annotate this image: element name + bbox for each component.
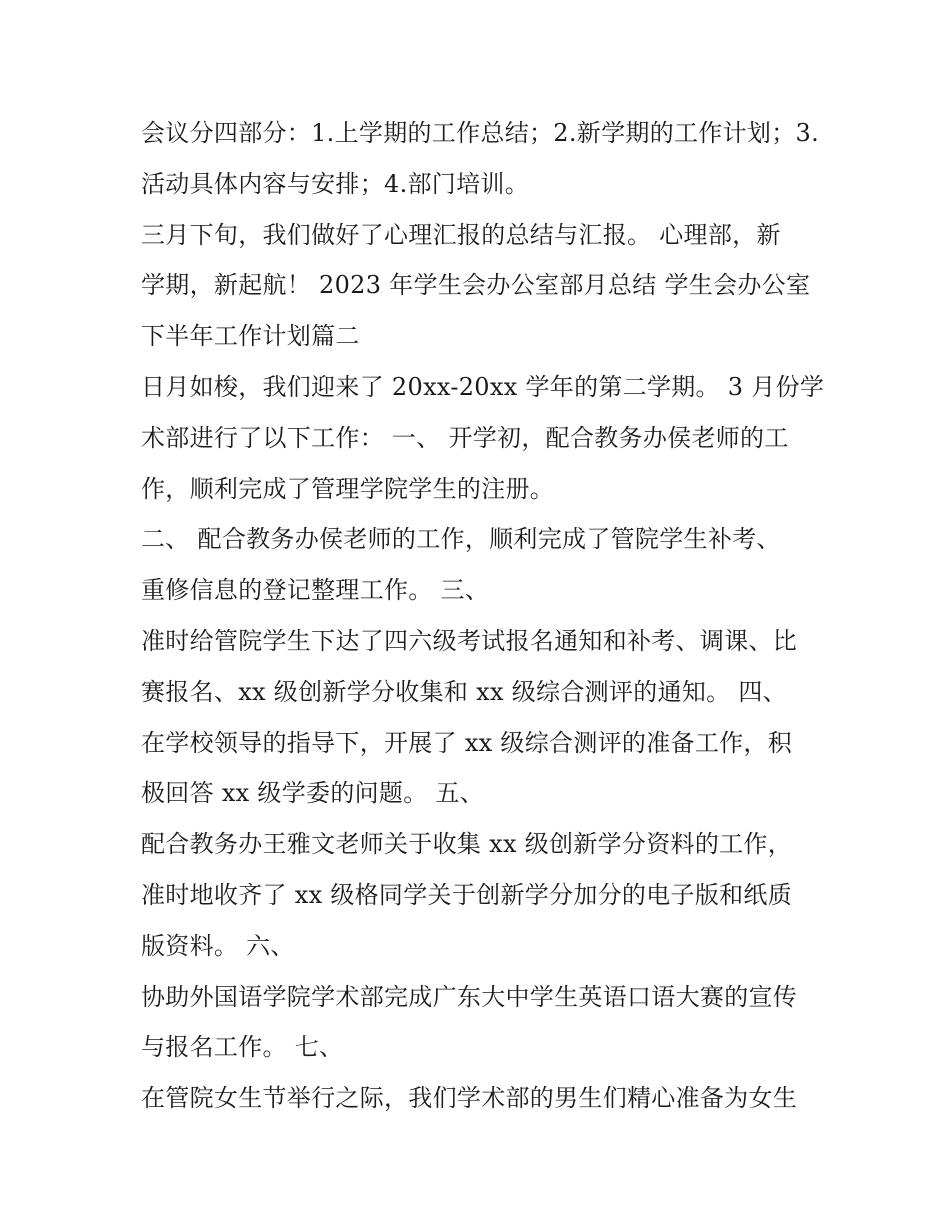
text-line: 在学校领导的指导下，开展了 xx 级综合测评的准备工作，积: [141, 728, 793, 757]
text-line: 作，顺利完成了管理学院学生的注册。: [141, 474, 555, 503]
text-line: 协助外国语学院学术部完成广东大中学生英语口语大赛的宣传: [141, 982, 798, 1011]
text-line: 术部进行了以下工作： 一、 开学初，配合教务办侯老师的工: [141, 423, 789, 452]
text-line: 版资料。 六、: [141, 931, 295, 960]
text-line: 准时地收齐了 xx 级格同学关于创新学分加分的电子版和纸质: [141, 880, 793, 909]
text-line: 二、 配合教务办侯老师的工作，顺利完成了管院学生补考、: [141, 525, 781, 554]
text-line: 赛报名、xx 级创新学分收集和 xx 级综合测评的通知。 四、: [141, 677, 787, 706]
text-line: 配合教务办王雅文老师关于收集 xx 级创新学分资料的工作，: [141, 830, 793, 859]
text-line: 重修信息的登记整理工作。 三、: [141, 576, 490, 605]
text-line: 与报名工作。 七、: [141, 1033, 344, 1062]
text-line: 学期，新起航！ 2023 年学生会办公室部月总结 学生会办公室: [141, 271, 811, 300]
text-line: 极回答 xx 级学委的问题。 五、: [141, 779, 485, 808]
text-line: 活动具体内容与安排；4.部门培训。: [141, 169, 529, 198]
text-line: 在管院女生节举行之际，我们学术部的男生们精心准备为女生: [141, 1084, 798, 1113]
text-line: 准时给管院学生下达了四六级考试报名通知和补考、调课、比: [141, 626, 798, 655]
document-body: [141, 108, 825, 1124]
text-line: 下半年工作计划篇二: [141, 322, 360, 351]
text-line: 会议分四部分：1.上学期的工作总结；2.新学期的工作计划；3.: [141, 119, 819, 147]
text-line: 日月如梭，我们迎来了 20xx-20xx 学年的第二学期。 3 月份学: [141, 372, 825, 401]
text-line: 三月下旬，我们做好了心理汇报的总结与汇报。 心理部，新: [141, 220, 781, 249]
